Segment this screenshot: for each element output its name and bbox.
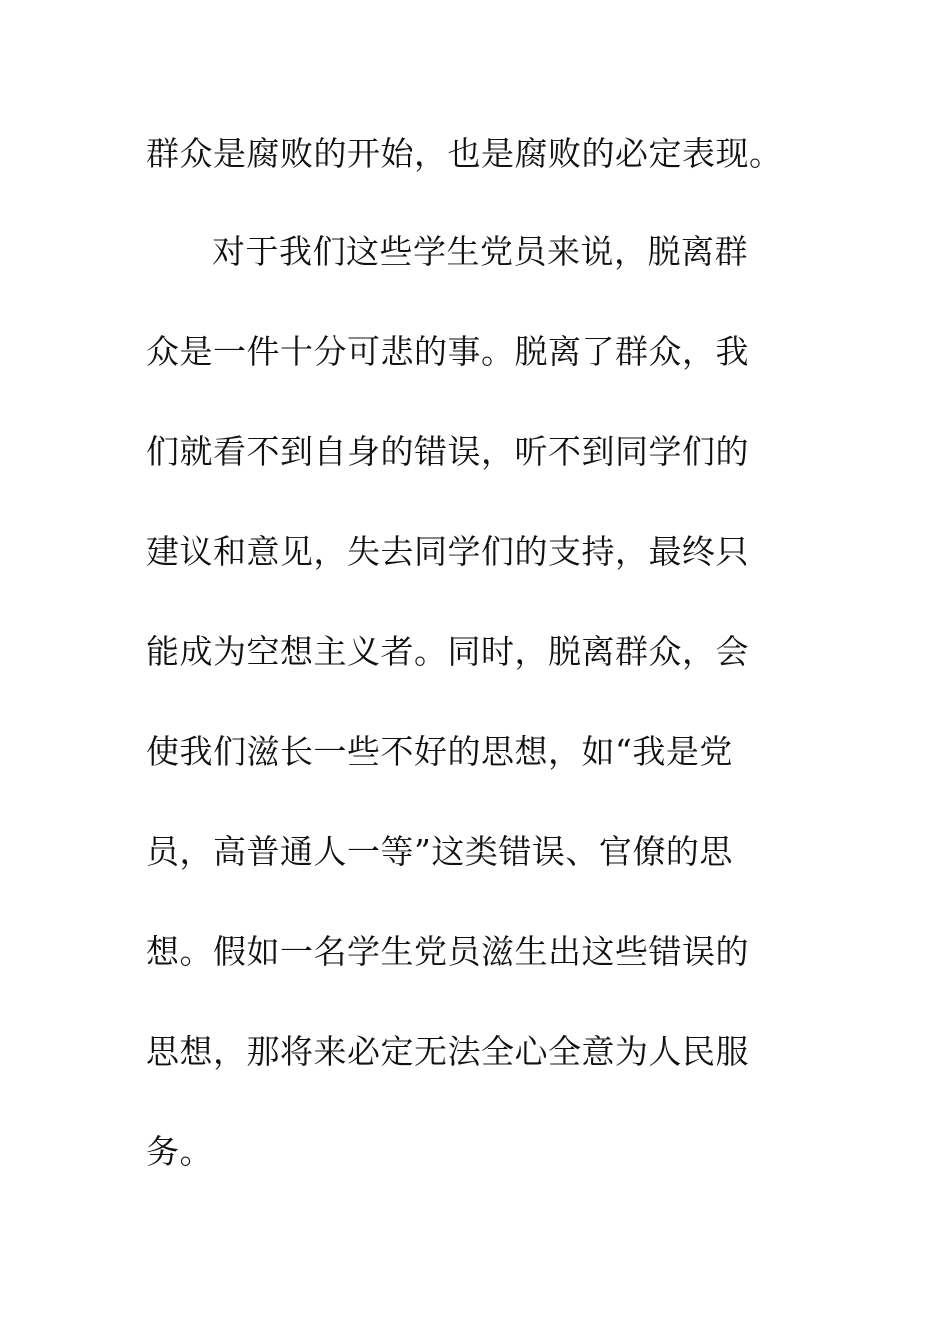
text-line: 员，高普通人一等”这类错误、官僚的思 [146,832,733,871]
text-line: 思想，那将来必定无法全心全意为人民服 [146,1032,749,1071]
text-line: 想。假如一名学生党员滋生出这些错误的 [146,932,749,971]
text-line: 建议和意见，失去同学们的支持，最终只 [146,532,749,571]
text-line: 使我们滋长一些不好的思想，如“我是党 [146,732,733,771]
text-line: 能成为空想主义者。同时，脱离群众，会 [146,632,749,671]
text-line: 们就看不到自身的错误，听不到同学们的 [146,432,749,471]
text-line: 众是一件十分可悲的事。脱离了群众，我 [146,332,749,371]
text-line: 对于我们这些学生党员来说，脱离群 [212,232,748,271]
text-line: 群众是腐败的开始，也是腐败的必定表现。 [146,134,783,173]
text-line: 务。 [146,1132,213,1171]
